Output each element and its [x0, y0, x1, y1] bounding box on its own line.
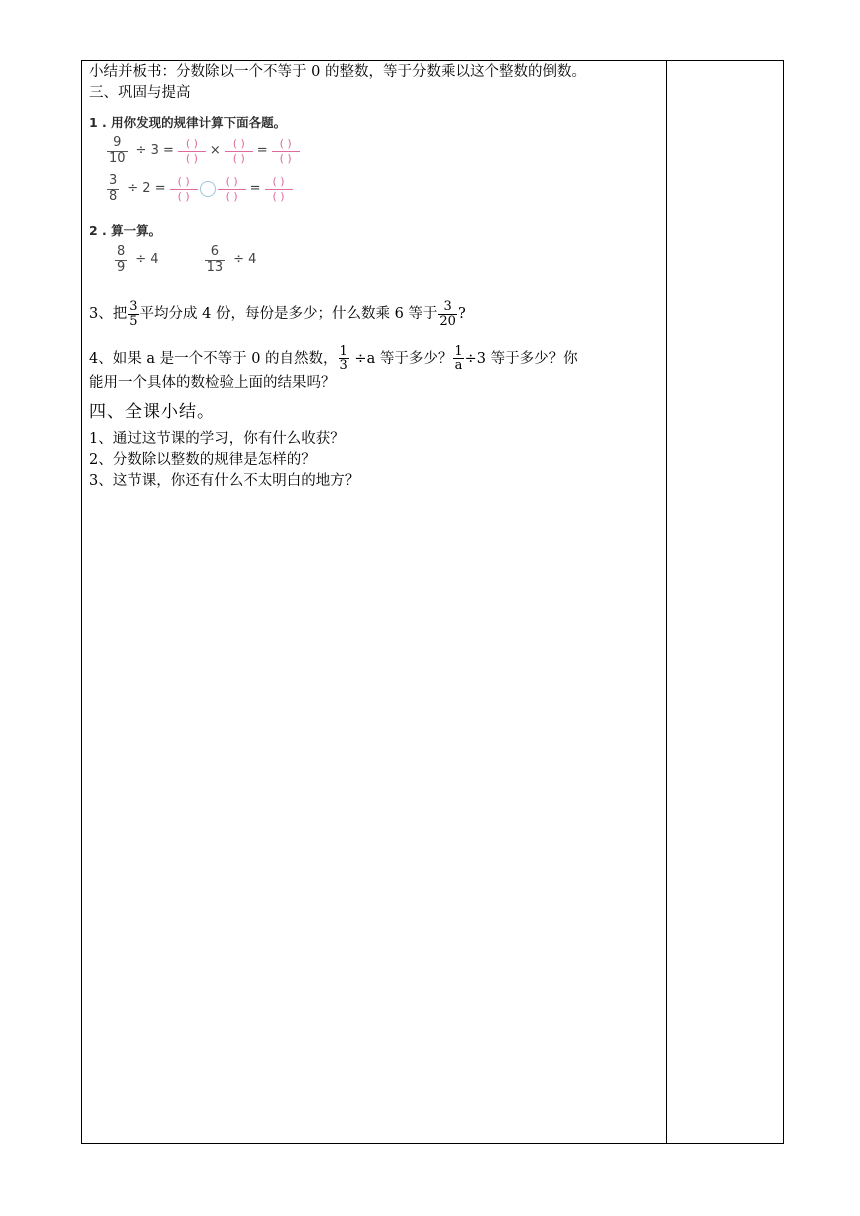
blank-top: ( )	[170, 175, 198, 189]
blank-fraction	[218, 175, 246, 202]
denominator: 9	[117, 259, 126, 275]
blank-fraction	[178, 137, 206, 164]
numerator: 6	[205, 245, 226, 260]
q4-line-2: 能用一个具体的数检验上面的结果吗？	[89, 374, 336, 391]
numerator: 3	[129, 299, 138, 315]
column-divider	[666, 60, 667, 1144]
blank-top: ( )	[265, 175, 293, 189]
times-sign: ×	[209, 142, 221, 158]
blank-top: ( )	[178, 137, 206, 151]
blank-fraction	[170, 175, 198, 202]
numerator: 3	[109, 173, 118, 189]
operator-text: ÷ 3 =	[135, 142, 174, 158]
numerator: 3	[438, 300, 457, 315]
q3-middle: 平均分成 4 份，每份是多少；什么数乘 6 等于	[139, 306, 438, 323]
denominator: 5	[129, 313, 138, 329]
numerator: 9	[107, 136, 128, 151]
blank-fraction	[225, 137, 253, 164]
equals-sign: =	[256, 142, 268, 158]
fraction	[128, 300, 138, 328]
q2-title: 2 . 算一算。	[89, 223, 162, 239]
exercise-row-2	[107, 170, 661, 208]
summary-item: 1、通过这节课的学习，你有什么收获？	[89, 430, 345, 447]
numerator: 1	[339, 343, 348, 359]
exercise-row-1	[107, 132, 661, 170]
numerator: 8	[117, 244, 126, 260]
denominator: 10	[109, 150, 126, 166]
summary-item: 2、分数除以整数的规律是怎样的？	[89, 451, 316, 468]
section4-title: 四、全课小结。	[89, 401, 215, 422]
lesson-content	[89, 62, 661, 492]
fraction	[107, 174, 119, 204]
blank-fraction	[265, 175, 293, 202]
fraction	[453, 345, 463, 373]
q1-title: 1 . 用你发现的规律计算下面各题。	[89, 115, 287, 131]
q2-row	[115, 240, 661, 280]
denominator: 8	[109, 188, 118, 204]
question-4	[89, 345, 661, 394]
blank-top: ( )	[218, 175, 246, 189]
question-3	[89, 300, 661, 328]
operator-text: ÷ 2 =	[127, 180, 166, 196]
summary-line: 小结并板书：分数除以一个不等于 0 的整数，等于分数乘以这个整数的倒数。	[89, 64, 586, 80]
blank-bottom: ( )	[279, 151, 292, 165]
fraction	[115, 245, 127, 275]
blank-top: ( )	[225, 137, 253, 151]
equals-sign: =	[249, 180, 261, 196]
fraction	[438, 300, 457, 328]
blank-bottom: ( )	[272, 189, 285, 203]
summary-item: 3、这节课，你还有什么不太明白的地方？	[89, 472, 360, 489]
blank-bottom: ( )	[225, 189, 238, 203]
fraction	[339, 345, 349, 373]
denominator: a	[454, 358, 463, 374]
q4-prefix: 4、如果 a 是一个不等于 0 的自然数，	[89, 350, 338, 367]
fraction	[107, 136, 128, 166]
denominator: 3	[339, 358, 348, 374]
q3-suffix: ?	[457, 306, 466, 323]
blank-bottom: ( )	[177, 189, 190, 203]
operator-text: ÷ 4	[135, 251, 159, 267]
q4-line-1	[89, 345, 661, 373]
operator-text: ÷ 4	[233, 251, 257, 267]
textbook-exercise-image	[89, 114, 661, 280]
q4-mid1: ÷a 等于多少？	[349, 350, 453, 367]
blank-bottom: ( )	[185, 151, 198, 165]
q3-prefix: 3、把	[89, 306, 128, 323]
section3-title: 三、巩固与提高	[89, 85, 191, 102]
blank-top: ( )	[272, 137, 300, 151]
fraction	[205, 245, 226, 275]
operator-circle-icon	[200, 181, 216, 197]
q4-mid2: ÷3 等于多少？你	[464, 350, 578, 367]
denominator: 20	[439, 313, 456, 329]
blank-fraction	[272, 137, 300, 164]
blank-bottom: ( )	[232, 151, 245, 165]
denominator: 13	[206, 259, 224, 275]
numerator: 1	[454, 343, 463, 359]
